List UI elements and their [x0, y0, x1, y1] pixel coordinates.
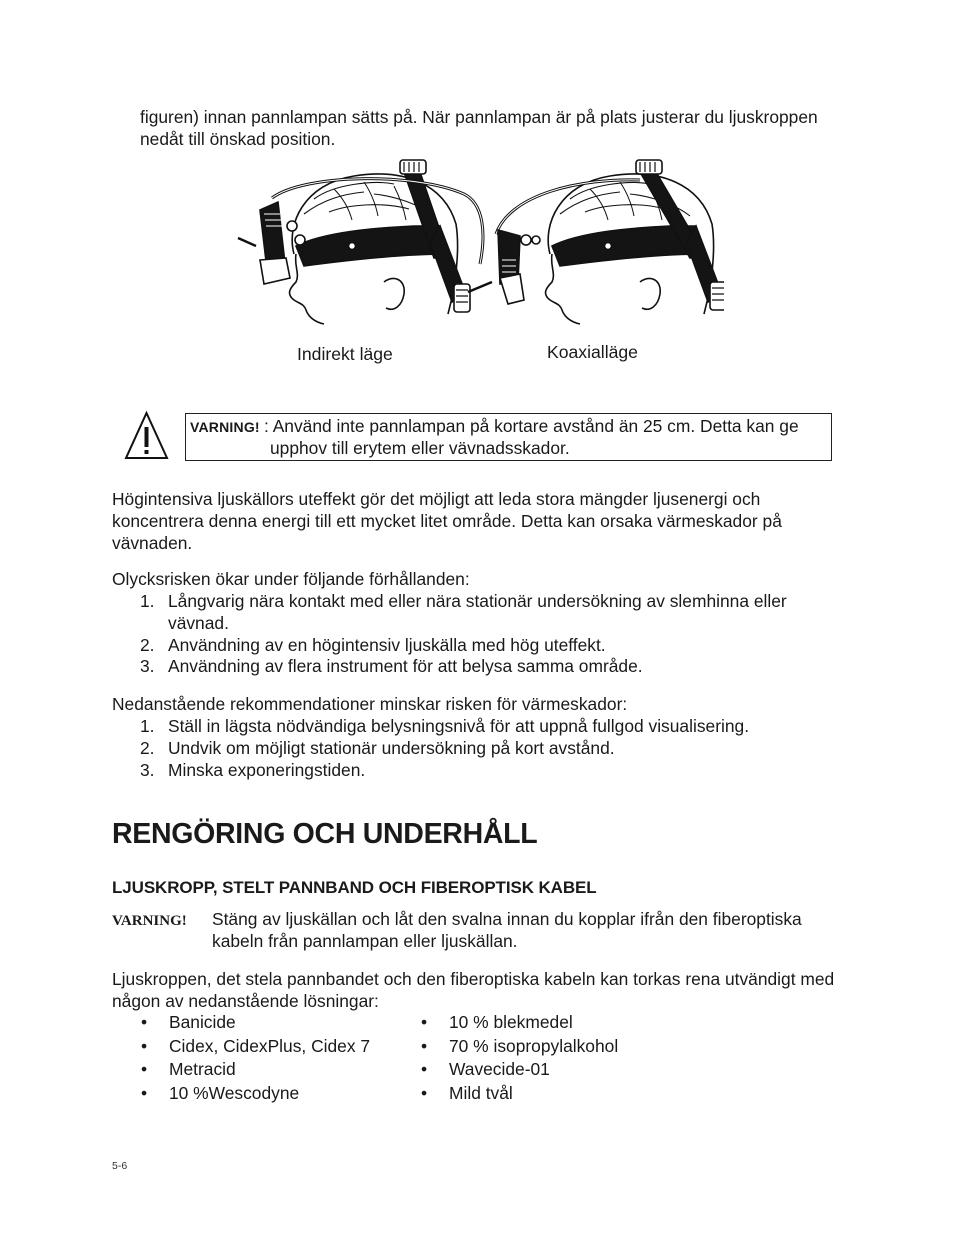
caption-coaxial: Koaxialläge — [547, 342, 638, 362]
list-item: • 70 % isopropylalkohol — [421, 1035, 619, 1056]
subsection-heading: LJUSKROPP, STELT PANNBAND OCH FIBEROPTISK KABEL — [112, 878, 597, 897]
list-item: • 10 %Wescodyne — [141, 1082, 300, 1103]
list-item: 1. Långvarig nära kontakt med eller nära stationär undersökning av slemhinna eller vävnad. — [140, 591, 787, 633]
paragraph-risk-intro: Olycksrisken ökar under följande förhållanden: — [112, 569, 470, 589]
warning-label-2: VARNING! — [112, 913, 187, 929]
list-item: 2. Undvik om möjligt stationär undersökning på kort avstånd. — [140, 737, 615, 758]
list-item: • Cidex, CidexPlus, Cidex 7 — [141, 1035, 371, 1056]
paragraph-recommendations: Nedanstående rekommendationer minskar risken för värmeskador: — [112, 694, 628, 714]
solutions-list-right — [421, 1011, 721, 1105]
page-number: 5-6 — [112, 1160, 128, 1172]
list-item: 2. Användning av en högintensiv ljuskälla med hög uteffekt. — [140, 634, 606, 655]
warning-triangle-icon — [124, 411, 169, 460]
warning-text-2: Stäng av ljuskällan och låt den svalna innan du kopplar ifrån den fiberoptiska kabeln från pannlampan eller ljuskällan. — [212, 909, 802, 951]
caption-indirect: Indirekt läge — [297, 344, 393, 364]
warning-text: : Använd inte pannlampan på kortare avstånd än 25 cm. Detta kan ge upphov till erytem eller vävnadsskador. — [264, 416, 799, 458]
headlamp-illustration — [234, 154, 724, 330]
recommendations-list — [112, 716, 842, 781]
list-item: • Wavecide-01 — [421, 1059, 550, 1079]
list-item: 3. Minska exponeringstiden. — [140, 759, 366, 780]
risk-conditions-list — [112, 591, 842, 678]
warning-box — [185, 413, 832, 461]
section-heading: RENGÖRING OCH UNDERHÅLL — [112, 818, 538, 850]
head-coaxial — [468, 160, 724, 324]
intro-paragraph: figuren) innan pannlampan sätts på. När pannlampan är på plats justerar du ljuskroppen nedåt till önskad position. — [140, 107, 818, 149]
list-item: 1. Ställ in lägsta nödvändiga belysningsnivå för att uppnå fullgod visualisering. — [140, 716, 750, 736]
warning-label: VARNING! — [190, 419, 260, 435]
list-item: 3. Användning av flera instrument för att belysa samma område. — [140, 656, 643, 677]
list-item: • 10 % blekmedel — [421, 1012, 573, 1032]
list-item: • Banicide — [141, 1012, 236, 1032]
paragraph-cleaning: Ljuskroppen, det stela pannbandet och den fiberoptiska kabeln kan torkas rena utvändigt med någon av nedanstående lösningar: — [112, 969, 835, 1011]
paragraph-intensity: Högintensiva ljuskällors uteffekt gör det möjligt att leda stora mängder ljusenergi och koncentrera denna energi till ett mycket litet område. Detta kan orsaka värmeskador på vävnaden. — [112, 489, 782, 553]
head-indirect — [238, 160, 483, 324]
solutions-list-left — [141, 1011, 401, 1105]
list-item: • Mild tvål — [421, 1082, 513, 1103]
list-item: • Metracid — [141, 1059, 236, 1079]
